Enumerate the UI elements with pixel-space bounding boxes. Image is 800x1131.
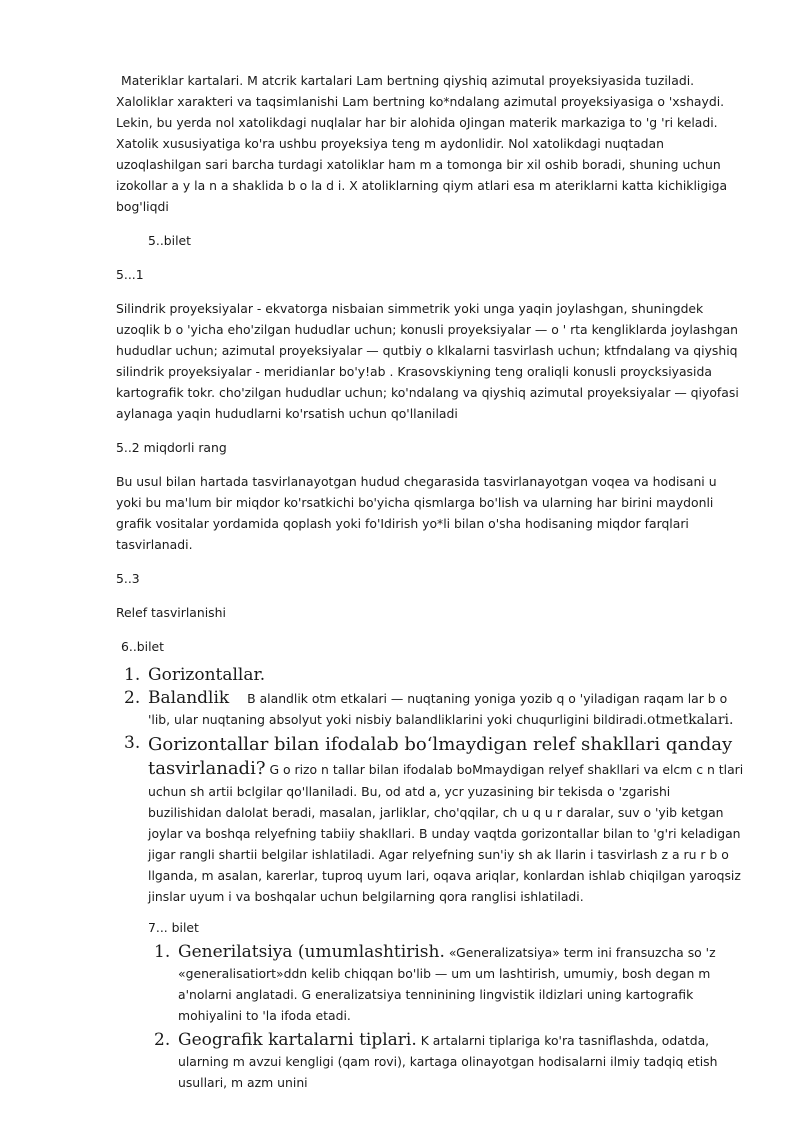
list-item-body: G o rizo n tallar bilan ifodalab boMmaydigan relyef shakllari va elcm c n tlari uchun sh artii bclgilar qo'llaniladi. Bu, od atd a, ycr yuzasining bir tekisda o 'zgarishi buzilishidan dalolat beradi, masalan, jarliklar, cho'qqilar, ch u q u r daralar, suv o 'yib ketgan joylar va boshqa relyefning tabiiy shakllari. B unday vaqtda gorizontallar bilan to 'g'ri keladigan jigar rangli shartii belgilar ishlatiladi. Agar relyefning sun'iy sh ak llarin i tasvirlash z a ru r b o llganda, m asalan, karerlar, tuproq uyum lari, oqava ariqlar, konlardan ishlab chiqilgan yaroqsiz jinslar uyum i va boshqalar uchun belgilarning qora ranglisi ishlatiladi. [148,762,744,904]
list-number: 2. [124,688,141,708]
list-number: 1. [124,665,141,685]
list-item-title: Gorizontallar. [148,665,266,685]
heading-bilet-6: 6..bilet [121,639,164,654]
list-item [154,1030,744,1093]
list-item-title: Geografik kartalarni tiplari. [178,1030,417,1050]
document-page [116,70,744,1093]
paragraph-materik-kartalari: Materiklar kartalari. M atcrik kartalari Lam bertning qiyshiq azimutal proyeksiyasida tuziladi. Xaloliklar xarakteri va taqsimlanishi Lam bertning ko*ndalang azimutal proyeksiyasiga o 'xshaydi. Lekin, bu yerda nol xatolikdagi nuqlalar har bir alohida oJingan materik markaziga to 'g 'ri keladi. Xatolik xususiyatiga ko'ra ushbu proyeksiya teng m aydonlidir. Nol xatolikdagi nuqtadan uzoqlashilgan sari barcha turdagi xatoliklar ham m a tomonga bir xil oshib boradi, shuning uchun izokollar a y la n a shaklida b o la d i. X atoliklarning qiym atlari esa m ateriklarni katta kichikligiga bog'liqdi [116,73,728,214]
list-item [154,942,744,1026]
list-item-title: Generilatsiya (umumlashtirish. [178,942,445,962]
heading-relef: Relef tasvirlanishi [116,605,226,620]
paragraph-proyeksiyalar: Silindrik proyeksiyalar - ekvatorga nisbaian simmetrik yoki unga yaqin joylashgan, shuningdek uzoqlik b o 'yicha eho'zilgan hududlar uchun; konusli proyeksiyalar — o ' rta kengliklarda joylashgan hududlar uchun; azimutal proyeksiyalar — qutbiy o klkalarni tasvirlash uchun; ktfndalang va qiyshiq silindrik proyeksiyalar - meridianlar bo'y!ab . Krasovskiyning teng oraliqli konusli proycksiyasida kartografik tokr. cho'zilgan hududlar uchun; ko'ndalang va qiyshiq azimutal proyeksiyalar — qiyofasi aylanaga yaqin hududlarni ko'rsatish uchun qo'llaniladi [116,301,739,421]
heading-question-5-1: 5...1 [116,267,144,282]
list-item-body: «Generalizatsiya» term ini fransuzcha so 'z «generalisatiort»ddn kelib chiqqan bo'lib — um um lashtirish, umumiy, bosh degan m a'nolarni anglatadi. G eneralizatsiya tenninining lingvistik ildizlari uning kartografik mohiyalini to 'la ifoda etadi. [178,945,716,1023]
list-item-body: K artalarni tiplariga ko'ra tasniflashda, odatda, ularning m avzui kengligi (qam rovi), kartaga olinayotgan hodisalarni ilmiy tadqiq etish usullari, m azm unini [178,1033,718,1090]
list-item-tail: otmetkalari. [646,712,734,728]
list-item [116,733,744,907]
heading-bilet-5: 5..bilet [148,233,191,248]
list-bilet-6 [116,665,744,907]
list-item-title: Balandlik [148,688,230,708]
list-number: 1. [154,942,171,962]
list-item-title: Gorizontallar bilan ifodalab bo‘lmaydigan relef shakllari qanday tasvirlanadi? [148,734,733,779]
paragraph-miqdorli-rang: Bu usul bilan hartada tasvirlanayotgan hudud chegarasida tasvirlanayotgan voqea va hodisani u yoki bu ma'lum bir miqdor ko'rsatkichi bo'yicha qismlarga bo'lish va ularning har birini maydonli grafik vositalar yordamida qoplash yoki fo'Idirish yo*li bilan o'sha hodisaning miqdor farqlari tasvirlanadi. [116,474,717,552]
heading-question-5-2: 5..2 miqdorli rang [116,440,227,455]
list-item-body: B alandlik otm etkalari — nuqtaning yoniga yozib q o 'yiladigan raqam lar b o 'lib, ular nuqtaning absolyut yoki nisbiy balandliklarini yoki chuqurligini bildiradi. [148,691,728,727]
list-bilet-7 [154,942,744,1093]
list-item [116,688,744,731]
list-item [116,665,744,686]
heading-bilet-7: 7... bilet [148,920,199,935]
list-number: 2. [154,1030,171,1050]
list-number: 3. [124,733,141,753]
heading-question-5-3: 5..3 [116,571,140,586]
